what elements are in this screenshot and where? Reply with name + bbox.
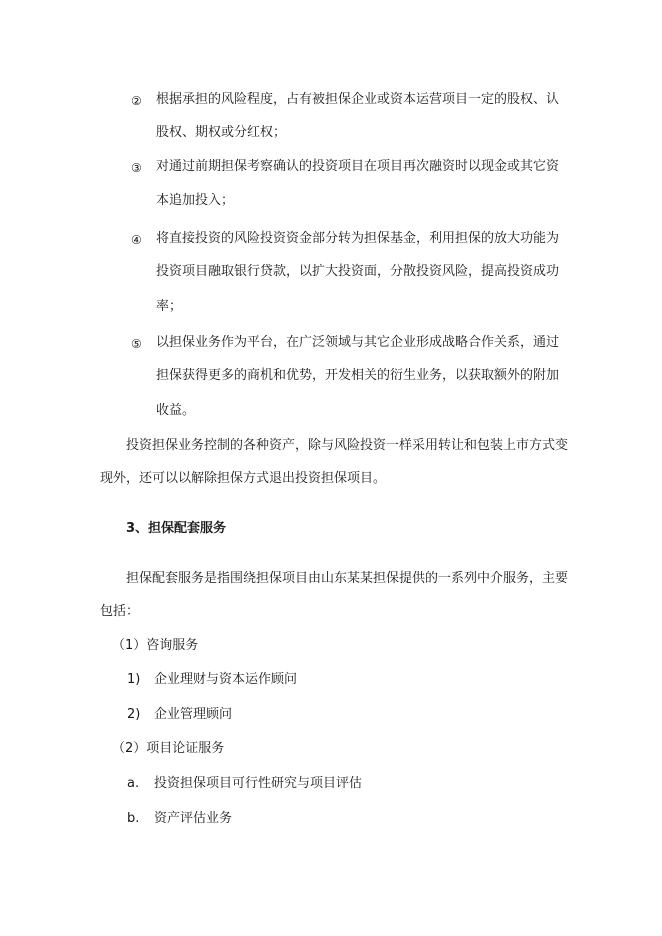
paragraph-line: 担保配套服务是指围绕担保项目由山东某某担保提供的一系列中介服务，主要 [126, 571, 569, 586]
list-item-line: 本追加投入； [156, 193, 235, 208]
paragraph-line: 投资担保业务控制的各种资产，除与风险投资一样采用转让和包装上市方式变 [126, 438, 569, 453]
list-item-line: 收益。 [156, 403, 196, 418]
paragraph-line: 包括： [100, 604, 140, 619]
list-marker: ③ [131, 161, 142, 175]
sublist-marker: b. [127, 811, 140, 826]
sublist-item: 资产评估业务 [154, 811, 233, 826]
list-item-line: 投资项目融取银行贷款，以扩大投资面，分散投资风险，提高投资成功 [156, 264, 560, 279]
paragraph-line: 现外，还可以以解除担保方式退出投资担保项目。 [100, 471, 387, 486]
list-item-line: 根据承担的风险程度，占有被担保企业或资本运营项目一定的股权、认 [156, 92, 560, 107]
subsection-label: （1）咨询服务 [112, 638, 199, 653]
list-marker: ② [131, 94, 142, 108]
list-item-line: 率； [156, 299, 183, 314]
list-marker: ④ [131, 233, 142, 247]
list-item-line: 将直接投资的风险投资资金部分转为担保基金，利用担保的放大功能为 [156, 231, 560, 246]
list-item-line: 对通过前期担保考察确认的投资项目在项目再次融资时以现金或其它资 [156, 159, 560, 174]
list-marker: ⑤ [131, 337, 142, 351]
section-heading: 3、担保配套服务 [126, 521, 227, 536]
sublist-item: 企业管理顾问 [154, 707, 233, 722]
sublist-item: 企业理财与资本运作顾问 [154, 672, 298, 687]
sublist-marker: 2) [127, 707, 141, 722]
subsection-label: （2）项目论证服务 [112, 741, 225, 756]
list-item-line: 担保获得更多的商机和优势，开发相关的衍生业务，以获取额外的附加 [156, 368, 560, 383]
list-item-line: 股权、期权或分红权； [156, 125, 287, 140]
list-item-line: 以担保业务作为平台，在广泛领域与其它企业形成战略合作关系，通过 [156, 335, 560, 350]
sublist-marker: 1) [127, 672, 141, 687]
sublist-item: 投资担保项目可行性研究与项目评估 [154, 776, 363, 791]
sublist-marker: a. [127, 776, 140, 791]
